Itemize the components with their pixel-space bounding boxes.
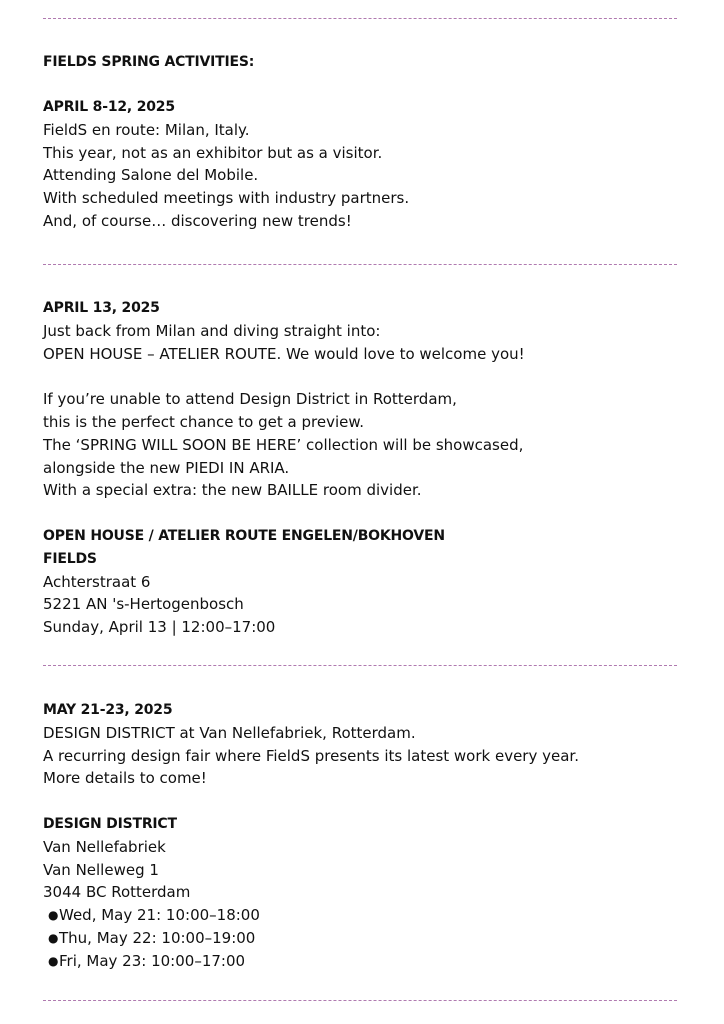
event-line: With a special extra: the new BAILLE room divider.	[43, 481, 422, 500]
event-line: More details to come!	[43, 769, 207, 788]
venue-title: OPEN HOUSE / ATELIER ROUTE ENGELEN/BOKHOVEN	[43, 527, 445, 544]
spacer	[43, 365, 683, 388]
event-line: The ‘SPRING WILL SOON BE HERE’ collection will be showcased,	[43, 435, 524, 454]
bullet-icon: ●	[48, 930, 59, 945]
opening-hours-list	[43, 904, 683, 972]
venue-address: 3044 BC Rotterdam	[43, 883, 191, 902]
event-line: Just back from Milan and diving straight into:	[43, 321, 381, 340]
venue-address: Van Nelleweg 1	[43, 860, 159, 879]
opening-hours-entry: Thu, May 22: 10:00–19:00	[59, 928, 256, 947]
event-may-21-23	[43, 699, 683, 973]
event-line: this is the perfect chance to get a preview.	[43, 412, 364, 431]
event-line: And, of course… discovering new trends!	[43, 211, 352, 230]
section-divider-bottom	[43, 1000, 677, 1001]
page-title: FIELDS SPRING ACTIVITIES:	[43, 54, 255, 70]
opening-hours-entry: Fri, May 23: 10:00–17:00	[59, 951, 246, 970]
venue-address: Achterstraat 6	[43, 572, 151, 591]
list-item	[43, 904, 683, 927]
event-line: This year, not as an exhibitor but as a visitor.	[43, 143, 383, 162]
spacer	[43, 502, 683, 525]
venue-address: Van Nellefabriek	[43, 837, 166, 856]
event-date: MAY 21-23, 2025	[43, 702, 173, 718]
header-block	[43, 51, 683, 74]
bullet-icon: ●	[48, 908, 59, 923]
venue-title: DESIGN DISTRICT	[43, 815, 177, 832]
event-line: With scheduled meetings with industry partners.	[43, 189, 410, 208]
bullet-icon: ●	[48, 953, 59, 968]
event-line: A recurring design fair where FieldS presents its latest work every year.	[43, 746, 579, 765]
list-item	[43, 950, 683, 973]
event-line: If you’re unable to attend Design District in Rotterdam,	[43, 390, 457, 409]
event-date: APRIL 8-12, 2025	[43, 99, 175, 115]
list-item	[43, 927, 683, 950]
venue-address: 5221 AN 's-Hertogenbosch	[43, 595, 244, 614]
section-divider-2	[43, 665, 677, 666]
venue-name: FIELDS	[43, 550, 97, 567]
section-divider-top	[43, 18, 677, 19]
venue-date-time: Sunday, April 13 | 12:00–17:00	[43, 618, 276, 637]
event-line: DESIGN DISTRICT at Van Nellefabriek, Rotterdam.	[43, 723, 416, 742]
event-line: alongside the new PIEDI IN ARIA.	[43, 458, 290, 477]
event-april-8-12	[43, 96, 683, 233]
spacer	[43, 790, 683, 813]
event-line: FieldS en route: Milan, Italy.	[43, 120, 250, 139]
event-date: APRIL 13, 2025	[43, 300, 160, 316]
event-april-13	[43, 297, 683, 639]
event-line: OPEN HOUSE – ATELIER ROUTE. We would love to welcome you!	[43, 344, 525, 363]
opening-hours-entry: Wed, May 21: 10:00–18:00	[59, 906, 260, 925]
event-line: Attending Salone del Mobile.	[43, 166, 259, 185]
section-divider-1	[43, 264, 677, 265]
